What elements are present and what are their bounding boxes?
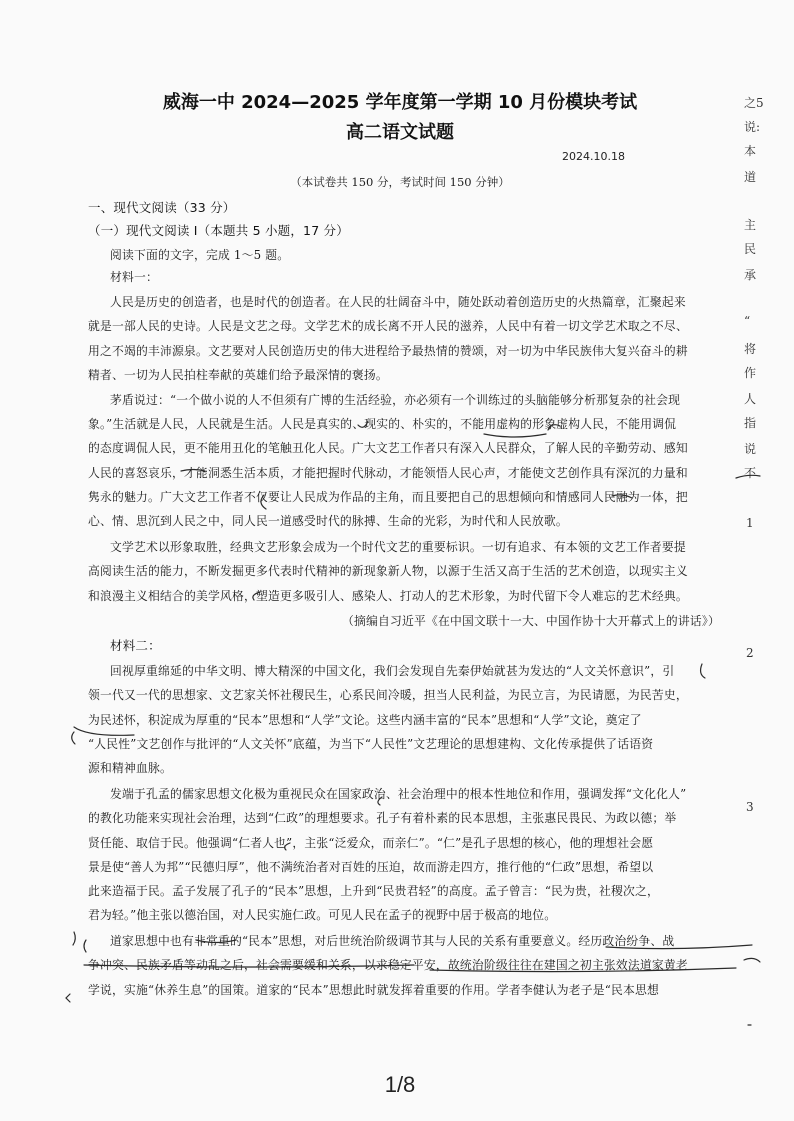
instruction: 阅读下面的文字，完成 1～5 题。: [110, 248, 290, 262]
text-line: 回视厚重绵延的中华文明、博大精深的中国文化，我们会发现自先秦伊始就甚为发达的“人文关怀意识”，引: [110, 664, 675, 678]
text-line: 茅盾说过：“一个做小说的人不但须有广博的生活经验，亦必须有一个训练过的头脑能够分析那复杂的社会现: [110, 393, 681, 407]
text-line: 用之不竭的丰沛源泉。文艺要对人民创造历史的伟大进程给予最热情的赞颂，对一切为中华民族伟大复兴奋斗的耕: [88, 344, 688, 358]
page-number: 1/8: [384, 1072, 416, 1097]
text-line: “人民性”文艺创作与批评的“人文关怀”底蕴，为当下“人民性”文艺理论的思想建构、文化传承提供了话语资: [88, 737, 654, 751]
margin-note: 民: [744, 242, 757, 256]
text-line: 文学艺术以形象取胜，经典文艺形象会成为一个时代文艺的重要标识。一切有追求、有本领的文艺工作者要提: [110, 540, 686, 554]
text-line: 景是使“善人为邦”“民德归厚”，他不满统治者对百姓的压迫，故而游走四方，推行他的“仁政”思想，希望以: [88, 860, 654, 874]
text-line: 人民的喜怒哀乐，才能洞悉生活本质，才能把握时代脉动，才能领悟人民心声，才能使文艺创作具有深沉的力量和: [88, 466, 688, 480]
annotation-underline: [84, 965, 414, 967]
text-line: 的态度调侃人民，更不能用丑化的笔触丑化人民。广大文艺工作者只有深入人民群众，了解人民的辛勤劳动、感知: [88, 441, 688, 455]
text-line: 和浪漫主义相结合的美学风格，塑造更多吸引人、感染人、打动人的艺术形象，为时代留下令人难忘的艺术经典。: [88, 589, 688, 603]
margin-note: 说: [744, 442, 757, 456]
annotation-underline: [74, 727, 134, 735]
annotation-underline: [484, 434, 546, 437]
annotation-bracket: [261, 495, 266, 509]
annotation-underline: [196, 940, 236, 943]
margin-note: 不: [744, 466, 757, 480]
annotation-mark: [285, 843, 290, 850]
annotation-mark: [744, 958, 760, 962]
text-line: 心、情、思沉到人民之中，同人民一道感受时代的脉搏、生命的光彩，为时代和人民放歌。: [88, 514, 568, 528]
exam-note: （本试卷共 150 分，考试时间 150 分钟）: [290, 175, 510, 189]
text-line: 学说，实施“休养生息”的国策。道家的“民本”思想此时就发挥着重要的作用。学者李健认为老子是“民本思想: [88, 983, 660, 997]
annotation-underline: [181, 470, 205, 472]
annotation-mark: [736, 475, 760, 478]
annotation-mark: [253, 592, 260, 600]
annotation-mark: [66, 994, 70, 1002]
margin-note: 本: [744, 144, 757, 158]
margin-note: 1: [746, 516, 754, 530]
margin-note: 作: [744, 366, 757, 380]
annotation-bracket: [73, 932, 75, 945]
annotation-mark: [378, 797, 382, 805]
text-line: 就是一部人民的史诗。人民是文艺之母。文学艺术的成长离不开人民的滋养，人民中有着一切文学艺术取之不尽、: [88, 319, 688, 333]
margin-note: 将: [744, 342, 757, 356]
margin-note: 人: [744, 392, 757, 406]
exam-title: 威海一中 2024—2025 学年度第一学期 10 月份模块考试: [162, 92, 638, 113]
exam-date: 2024.10.18: [562, 150, 625, 163]
text-line: 贤任能、取信于民。他强调“仁者人也”，主张“泛爱众，而亲仁”。“仁”是孔子思想的核心，他的理想社会愿: [88, 836, 654, 850]
text-line: 源和精神血脉。: [88, 761, 172, 775]
annotation-mark: [548, 425, 560, 430]
margin-note: 2: [746, 646, 754, 660]
text-line: 此来造福于民。孟子发展了孔子的“民本”思想，上升到“民贵君轻”的高度。孟子曾言：“民为贵，社稷次之，: [88, 884, 660, 898]
text-line: 为民述怀，积淀成为厚重的“民本”思想和“人学”文论。这些内涵丰富的“民本”思想和“人学”文论，奠定了: [88, 713, 642, 727]
margin-note: 3: [746, 800, 754, 814]
margin-note: 承: [744, 268, 757, 282]
annotation-bracket: [701, 664, 705, 678]
text-line: 争冲突、民族矛盾等动乱之后，社会需要缓和关系，以求稳定平安，故统治阶级往往在建国之初主张效法道家黄老: [88, 958, 688, 972]
margin-note: 指: [744, 416, 757, 430]
annotation-underline: [606, 945, 752, 949]
text-line: 精者、一切为人民拍柱奉献的英雄们给予最深情的褒扬。: [88, 368, 388, 382]
source-citation: （摘编自习近平《在中国文联十一大、中国作协十大开幕式上的讲话》）: [341, 614, 720, 628]
text-line: 隽永的魅力。广大文艺工作者不仅要让人民成为作品的主角，而且要把自己的思想倾向和情感同人民融为一体，把: [88, 490, 688, 504]
margin-note: 之5: [744, 96, 764, 110]
annotation-check: [358, 421, 368, 427]
subsection-heading: （一）现代文阅读 I（本题共 5 小题，17 分）: [88, 223, 349, 238]
text-line: 象。”生活就是人民，人民就是生活。人民是真实的、现实的、朴实的，不能用虚构的形象虚构人民，不能用调侃: [88, 417, 677, 431]
margin-note: “: [744, 314, 751, 328]
annotation-underline: [612, 495, 632, 498]
annotation-underline: [430, 968, 736, 972]
text-line: 君为轻。”他主张以德治国，对人民实施仁政。可见人民在孟子的视野中居于极高的地位。: [88, 908, 557, 922]
margin-note: 道: [744, 170, 757, 184]
annotation-bracket: [72, 732, 75, 744]
material-label: 材料一：: [110, 270, 158, 284]
section-heading: 一、现代文阅读（33 分）: [88, 200, 236, 215]
text-line: 发端于孔孟的儒家思想文化极为重视民众在国家政治、社会治理中的根本性地位和作用，强调发挥“文化化人”: [110, 787, 687, 801]
exam-subtitle: 高二语文试题: [346, 122, 454, 143]
margin-note: 主: [744, 218, 757, 232]
text-line: 领一代又一代的思想家、文艺家关怀社稷民生，心系民间冷暖，担当人民利益，为民立言，为民请愿，为民苦史，: [88, 688, 688, 702]
text-line: 的教化功能来实现社会治理，达到“仁政”的理想要求。孔子有着朴素的民本思想，主张惠民畏民、为政以德；举: [88, 811, 677, 825]
text-line: 人民是历史的创造者，也是时代的创造者。在人民的壮阔奋斗中，随处跃动着创造历史的火热篇章，汇聚起来: [110, 295, 686, 309]
text-line: 高阅读生活的能力，不断发掘更多代表时代精神的新现象新人物，以源于生活又高于生活的艺术创造，以现实主义: [88, 564, 688, 578]
margin-note: 说:: [744, 120, 761, 134]
annotation-mark: [84, 940, 86, 952]
material-label: 材料二：: [110, 638, 161, 653]
text-line: 道家思想中也有非常重的“民本”思想，对后世统治阶级调节其与人民的关系有重要意义。经历政治纷争、战: [110, 934, 675, 948]
